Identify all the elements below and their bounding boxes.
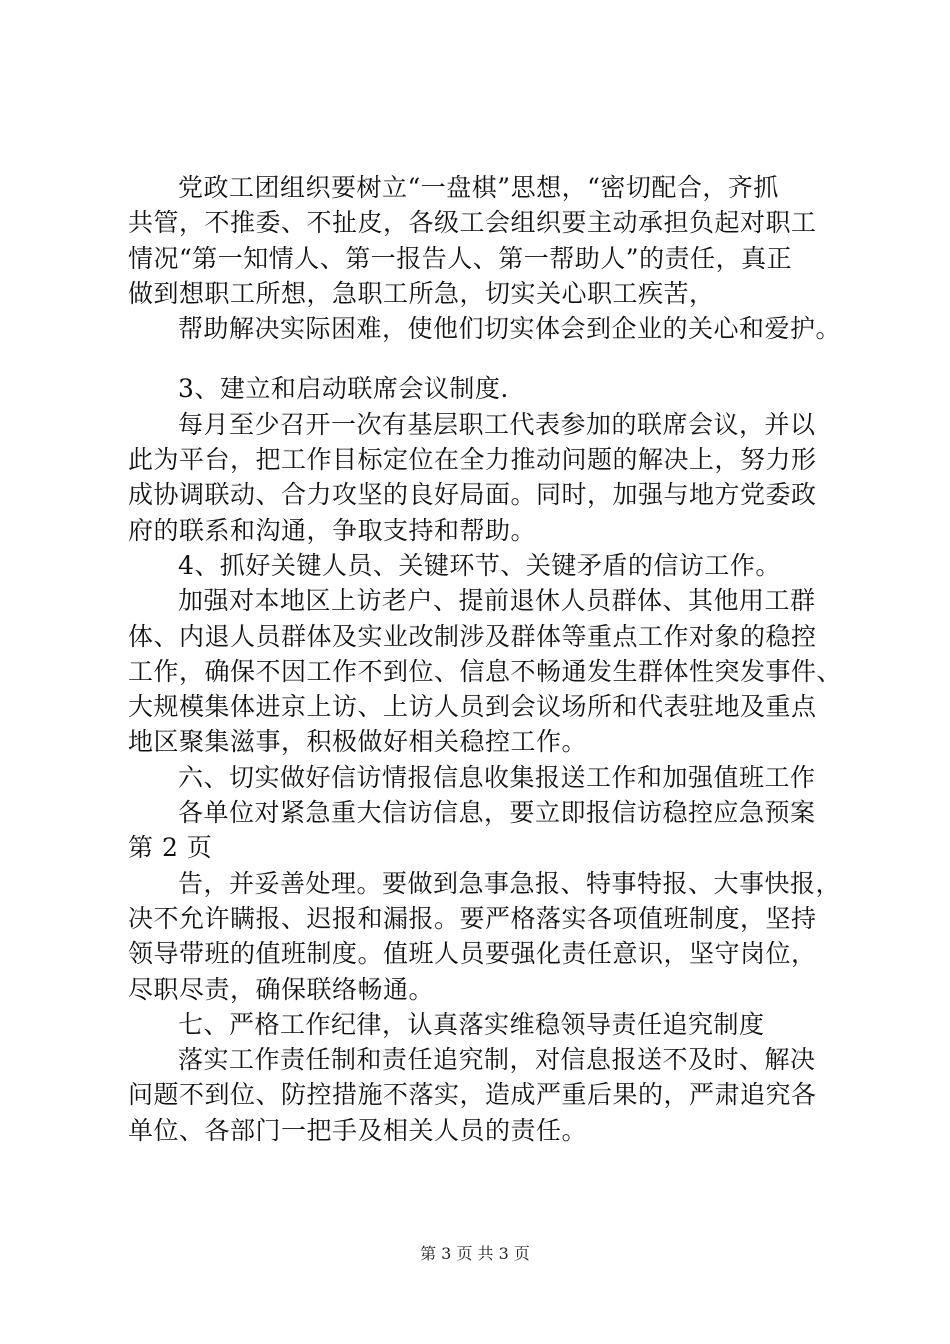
- text-line: 六、切实做好信访情报信息收集报送工作和加强值班工作: [178, 762, 816, 792]
- text-line: 共管，不推委、不扯皮，各级工会组织要主动承担负起对职工: [128, 208, 817, 238]
- text-line: 情况“第一知情人、第一报告人、第一帮助人”的责任，真正: [128, 243, 793, 273]
- text-line: 4、抓好关键人员、关键环节、关键矛盾的信访工作。: [178, 550, 781, 580]
- text-line: 党政工团组织要树立“一盘棋”思想，“密切配合，齐抓: [178, 173, 779, 202]
- text-line: 帮助解决实际困难，使他们切实体会到企业的关心和爱护。: [178, 314, 842, 344]
- document-body: [128, 170, 843, 1148]
- text-line: 七、严格工作纪律，认真落实维稳领导责任追究制度: [178, 1009, 765, 1039]
- text-line: 体、内退人员群体及实业改制涉及群体等重点工作对象的稳控: [128, 621, 817, 651]
- text-line: 告，并妥善处理。要做到急事急报、特事特报、大事快报，: [178, 868, 842, 898]
- text-line: 决不允许瞒报、迟报和漏报。要严格落实各项值班制度，坚持: [128, 903, 817, 933]
- text-line: 每月至少召开一次有基层职工代表参加的联席会议，并以: [178, 409, 816, 439]
- text-line: 府的联系和沟通，争取支持和帮助。: [128, 515, 537, 545]
- text-line: 此为平台，把工作目标定位在全力推动问题的解决上，努力形: [128, 445, 817, 475]
- text-line: 落实工作责任制和责任追究制，对信息报送不及时、解决: [178, 1045, 816, 1075]
- text-line: 3、建立和启动联席会议制度.: [178, 374, 509, 404]
- text-line: 尽职尽责，确保联络畅通。: [128, 974, 435, 1004]
- text-line: 第 2 页: [128, 833, 213, 863]
- text-line: 加强对本地区上访老户、提前退休人员群体、其他用工群: [178, 586, 816, 616]
- text-line: 单位、各部门一把手及相关人员的责任。: [128, 1115, 588, 1145]
- text-line: 各单位对紧急重大信访信息，要立即报信访稳控应急预案: [178, 798, 816, 828]
- text-line: 成协调联动、合力攻坚的良好局面。同时，加强与地方党委政: [128, 480, 817, 510]
- text-line: 问题不到位、防控措施不落实，造成严重后果的，严肃追究各: [128, 1080, 817, 1110]
- text-line: 做到想职工所想，急职工所急，切实关心职工疾苦，: [128, 278, 715, 308]
- page-footer: 第 3 页 共 3 页: [420, 1244, 530, 1263]
- text-line: 地区聚集滋事，积极做好相关稳控工作。: [128, 727, 588, 757]
- text-line: 工作，确保不因工作不到位、信息不畅通发生群体性突发事件、: [128, 656, 843, 686]
- text-line: 领导带班的值班制度。值班人员要强化责任意识，坚守岗位，: [128, 939, 817, 969]
- text-line: 大规模集体进京上访、上访人员到会议场所和代表驻地及重点: [128, 692, 817, 722]
- paragraph-gap: [128, 346, 838, 371]
